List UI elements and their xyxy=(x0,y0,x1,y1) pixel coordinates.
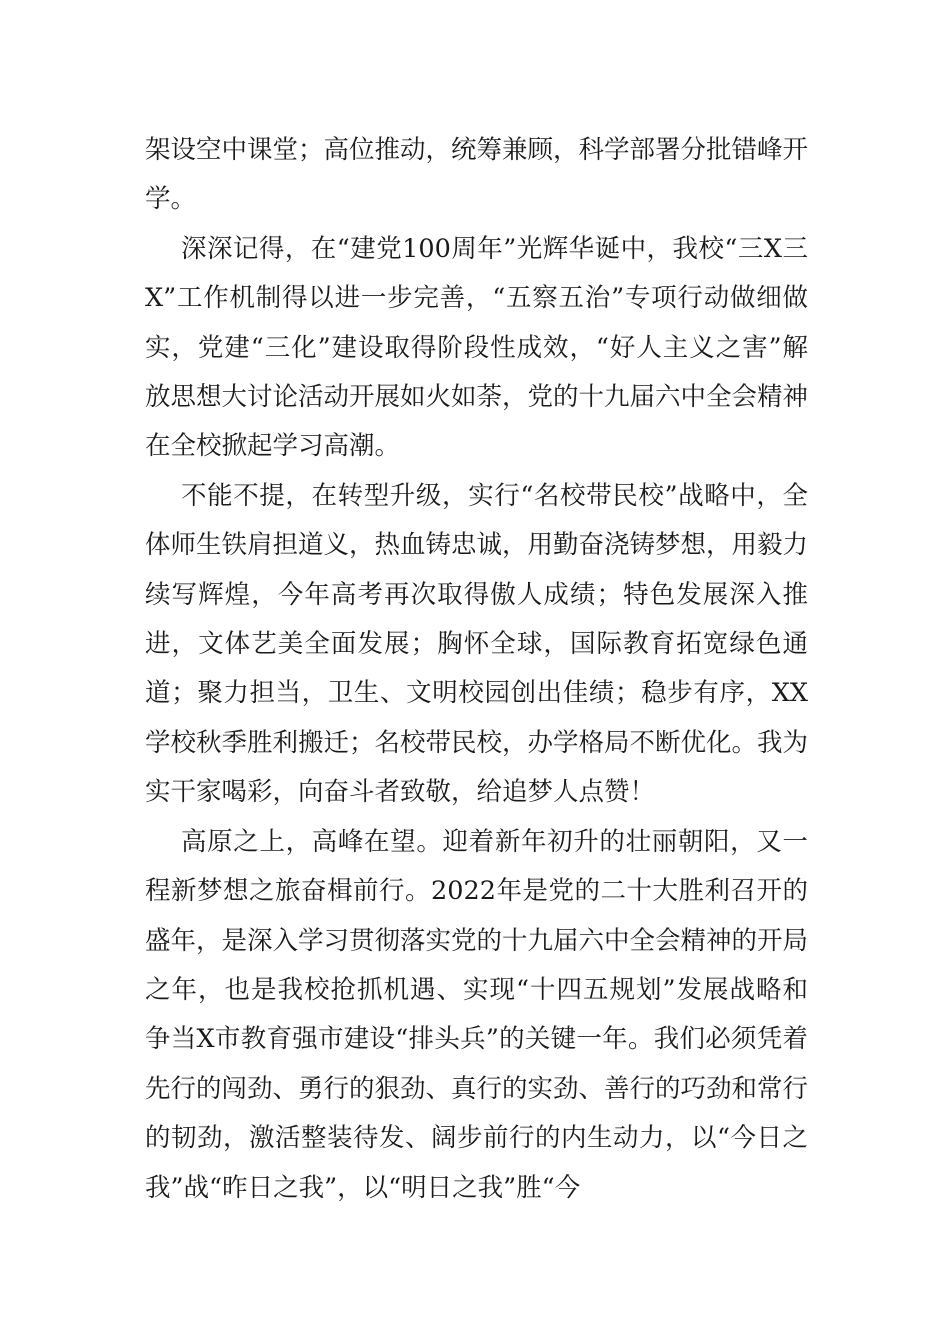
document-body xyxy=(145,126,808,1213)
paragraph-3: 不能不提，在转型升级，实行“名校带民校”战略中，全体师生铁肩担道义，热血铸忠诚，用勤奋浇铸梦想，用毅力续写辉煌，今年高考再次取得傲人成绩；特色发展深入推进，文体艺美全面发展；胸怀全球，国际教育拓宽绿色通道；聚力担当，卫生、文明校园创出佳绩；稳步有序，XX学校秋季胜利搬迁；名校带民校，办学格局不断优化。我为实干家喝彩，向奋斗者致敬，给追梦人点赞！ xyxy=(145,480,809,808)
paragraph-1: 架设空中课堂；高位推动，统筹兼顾，科学部署分批错峰开学。 xyxy=(145,135,809,215)
paragraph-4: 高原之上，高峰在望。迎着新年初升的壮丽朝阳，又一程新梦想之旅奋楫前行。2022年是党的二十大胜利召开的盛年，是深入学习贯彻落实党的十九届六中全会精神的开局之年，也是我校抢抓机遇、实现“十四五规划”发展战略和争当X市教育强市建设“排头兵”的关键一年。我们必须凭着先行的闯劲、勇行的狠劲、真行的实劲、善行的巧劲和常行的韧劲，激活整装待发、阔步前行的内生动力，以“今日之我”战“昨日之我”，以“明日之我”胜“今 xyxy=(145,826,809,1203)
paragraph-2: 深深记得，在“建党100周年”光辉华诞中，我校“三X三X”工作机制得以进一步完善，“五察五治”专项行动做细做实，党建“三化”建设取得阶段性成效，“好人主义之害”解放思想大讨论活动开展如火如荼，党的十九届六中全会精神在全校掀起学习高潮。 xyxy=(145,233,809,462)
